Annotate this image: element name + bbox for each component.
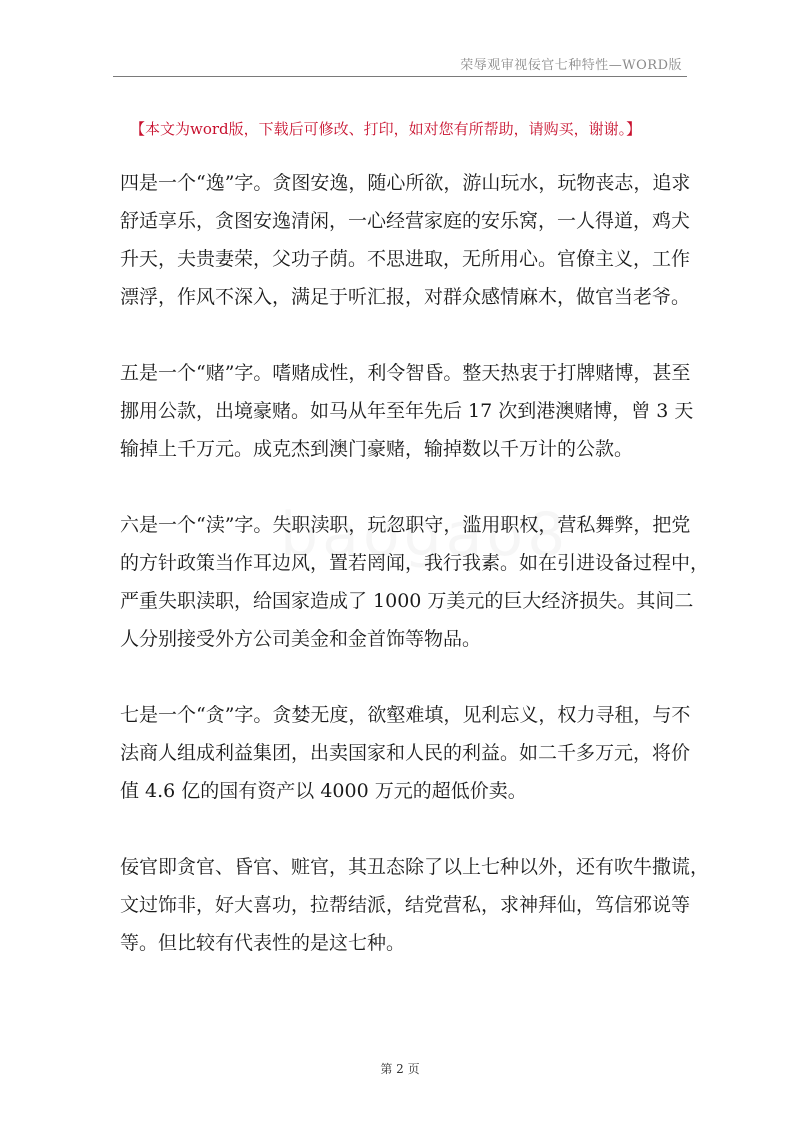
text-line: 等。但比较有代表性的是这七种。 (120, 932, 406, 954)
text-line: 升天，夫贵妻荣，父功子荫。不思进取，无所用心。官僚主义，工作 (120, 248, 691, 270)
text-line: 值 4.6 亿的国有资产以 4000 万元的超低价卖。 (120, 780, 527, 802)
text-line: 七是一个“贪”字。贪婪无度，欲壑难填，见利忘义，权力寻租，与不 (120, 704, 691, 726)
text-line: 舒适享乐，贪图安逸清闲，一心经营家庭的安乐窝，一人得道，鸡犬 (120, 210, 691, 232)
download-notice: 【本文为word版，下载后可修改、打印，如对您有所帮助，请购买，谢谢。】 (130, 120, 642, 138)
text-line: 法商人组成利益集团，出卖国家和人民的利益。如二千多万元，将价 (120, 742, 691, 764)
text-line: 严重失职渎职，给国家造成了 1000 万美元的巨大经济损失。其间二 (120, 590, 694, 612)
header-divider (113, 76, 687, 77)
paragraph-du-neglect (120, 506, 710, 658)
text-line: 佞官即贪官、昏官、赃官，其丑态除了以上七种以外，还有吹牛撒谎， (120, 856, 710, 878)
running-header: 荣辱观审视佞官七种特性—WORD版 (460, 58, 682, 73)
paragraph-du-gamble (120, 354, 694, 468)
paragraph-yi (120, 164, 690, 316)
text-line: 文过饰非，好大喜功，拉帮结派，结党营私，求神拜仙，笃信邪说等 (120, 894, 691, 916)
text-line: 五是一个“赌”字。嗜赌成性，利令智昏。整天热衷于打牌赌博，甚至 (120, 362, 691, 384)
text-line: 的方针政策当作耳边风，置若罔闻，我行我素。如在引进设备过程中， (120, 552, 710, 574)
text-line: 漂浮，作风不深入，满足于听汇报，对群众感情麻木，做官当老爷。 (120, 286, 691, 308)
text-line: 挪用公款，出境豪赌。如马从年至年先后 17 次到港澳赌博，曾 3 天 (120, 400, 694, 422)
document-body (120, 164, 710, 1000)
text-line: 六是一个“渎”字。失职渎职，玩忽职守，滥用职权，营私舞弊，把党 (120, 514, 691, 536)
paragraph-tan (120, 696, 690, 810)
page-number: 第 2 页 (380, 1062, 420, 1076)
text-line: 人分别接受外方公司美金和金首饰等物品。 (120, 628, 482, 650)
text-line: 四是一个“逸”字。贪图安逸，随心所欲，游山玩水，玩物丧志，追求 (120, 172, 691, 194)
text-line: 输掉上千万元。成克杰到澳门豪赌，输掉数以千万计的公款。 (120, 438, 634, 460)
paragraph-summary (120, 848, 710, 962)
